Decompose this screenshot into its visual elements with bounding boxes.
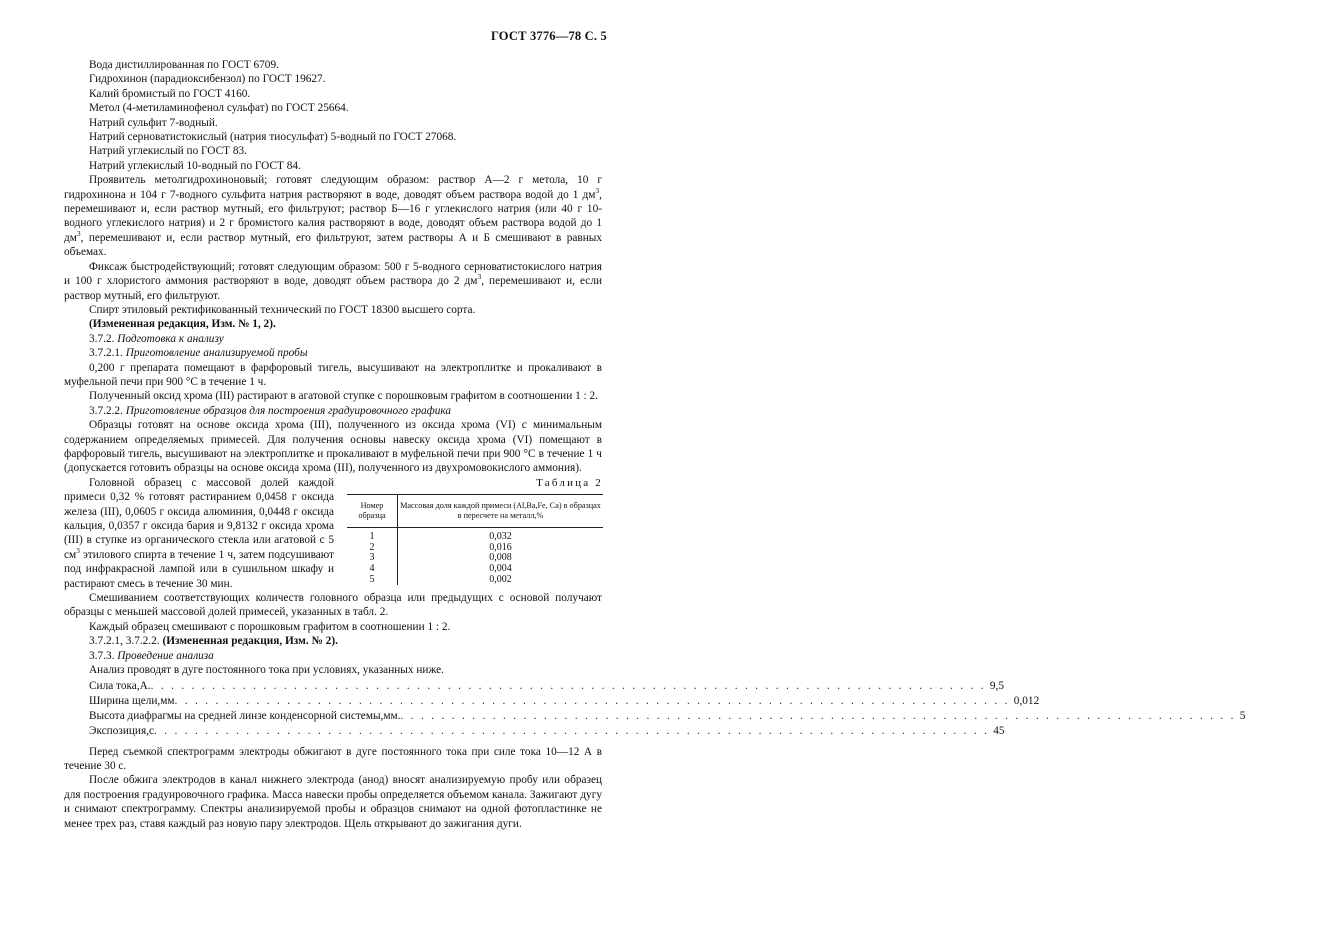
fixer-text-1: Фиксаж быстродействующий; готовят следующим образом: 500 г 5-водного серноватистокислого натрия и 100 г хлористого аммония растворяют в воде, доводят объем раствора до 2 дм bbox=[64, 260, 602, 288]
section-heading: 3.7.2. Подготовка к анализу bbox=[89, 332, 224, 345]
condition-value: 9,5 bbox=[989, 680, 1005, 693]
developer-paragraph bbox=[64, 173, 602, 259]
table-cell: 3 bbox=[347, 553, 398, 564]
condition-label: Ширина щели,мм bbox=[89, 695, 175, 708]
table-cell: 2 bbox=[347, 543, 398, 554]
superscript: 3 bbox=[477, 272, 482, 282]
section-heading: 3.7.2.2. Приготовление образцов для построения градуировочного графика bbox=[89, 404, 452, 417]
reagent-item: Вода дистиллированная по ГОСТ 6709. bbox=[89, 59, 279, 71]
analysis-intro: Анализ проводят в дуге постоянного тока при условиях, указанных ниже. bbox=[89, 664, 444, 677]
table-row bbox=[347, 564, 603, 575]
page-header: ГОСТ 3776—78 С. 5 bbox=[490, 29, 607, 43]
table-2 bbox=[347, 494, 603, 585]
condition-label: Высота диафрагмы на средней линзе конденсорной системы,мм. bbox=[89, 710, 401, 723]
reagent-item: Натрий серноватистокислый (натрия тиосульфат) 5-водный по ГОСТ 27068. bbox=[89, 131, 457, 144]
sample-and-table-block bbox=[64, 476, 602, 591]
section-title: Проведение анализа bbox=[117, 649, 214, 662]
section-heading: 3.7.2.1. Приготовление анализируемой пробы bbox=[89, 347, 308, 360]
condition-value: 5 bbox=[1239, 710, 1246, 723]
fixer-text-2: , перемешивают и, если раствор мутный, его фильтруют. bbox=[64, 275, 602, 302]
reagent-item: Натрий углекислый 10-водный по ГОСТ 84. bbox=[89, 159, 301, 172]
superscript: 3 bbox=[76, 546, 80, 556]
table-cell: 0,008 bbox=[489, 552, 512, 564]
head-sample-column bbox=[64, 476, 334, 591]
revision-note: (Измененная редакция, Изм. № 1, 2). bbox=[89, 318, 276, 331]
superscript: 3 bbox=[595, 185, 600, 195]
table-cell: 0,004 bbox=[489, 562, 512, 574]
leader-dots: . . . . . . . . . . . . . . . . . . . . . . . . . . . . . . . . . . . . . . . . . . . . . . . . . . . . . . . . . . . . . . . . . . . . . . . . . . . . . . . . . . bbox=[174, 695, 1010, 708]
table-2-container bbox=[347, 476, 603, 585]
condition-label: Сила тока,А. bbox=[89, 680, 151, 693]
superscript: 3 bbox=[76, 229, 81, 239]
reagent-item: Натрий углекислый по ГОСТ 83. bbox=[89, 145, 247, 158]
table-row bbox=[347, 543, 603, 554]
fixer-paragraph bbox=[64, 260, 602, 303]
table-cell: 5 bbox=[347, 575, 398, 586]
document-body bbox=[64, 58, 1246, 831]
table-row bbox=[347, 575, 603, 586]
section-title: Приготовление анализируемой пробы bbox=[125, 347, 308, 360]
sample-prep-paragraph: 0,200 г препарата помещают в фарфоровый тигель, высушивают на электроплитке и прокаливают в муфельной печи при 900 °С в течение 1 ч. bbox=[64, 361, 602, 388]
table-cell: 0,016 bbox=[489, 541, 512, 553]
table-row bbox=[347, 553, 603, 564]
table-caption: Таблица 2 bbox=[536, 476, 603, 489]
condition-value: 0,012 bbox=[1013, 695, 1040, 708]
leader-dots: . . . . . . . . . . . . . . . . . . . . . . . . . . . . . . . . . . . . . . . . . . . . . . . . . . . . . . . . . . . . . . . . . . . . . . . . . . . . . . . . . . bbox=[154, 724, 990, 737]
head-sample-paragraph: Головной образец с массовой долей каждой примеси 0,32 % готовят растиранием 0,0458 г оксида железа (III), 0,0605 г оксида алюминия, 0,0448 г оксида кальция, 0,0357 г оксида бария и 9,8132 г оксида хрома (III) в ступке из органического стекла или агатовой с 5 $см^3$ этилового спирта в течение 1 ч, затем подсушивают под инфракрасной лампой или в сушильном шкафу и растирают смесь в течение 30 мин. bbox=[64, 476, 334, 590]
final-paragraph: Перед съемкой спектрограмм электроды обжигают в дуге постоянного тока при силе тока 10—12 А в течение 30 с. bbox=[64, 745, 602, 773]
calibration-paragraph: Образцы готовят на основе оксида хрома (III), полученного из оксида хрома (VI) с минимальным содержанием определяемых примесей. Для получения основы навеску оксида хрома (VI) помещают в фарфоровый тигель, высушивают на электроплитке и прокаливают в муфельной печи при 900 °С в течение 1 ч (допускается готовить образцы на основе оксида хрома (III), полученного из двухромовокислого аммония). bbox=[64, 419, 602, 475]
condition-label: Экспозиция,с bbox=[89, 724, 155, 737]
condition-value: 45 bbox=[993, 724, 1005, 737]
table-cell: 0,032 bbox=[489, 531, 512, 543]
developer-text-3: , перемешивают и, если раствор мутный, его фильтруют, затем растворы А и Б смешивают в равных объемах. bbox=[64, 231, 602, 259]
table-cell: 0,002 bbox=[489, 573, 512, 585]
table-row bbox=[347, 528, 603, 543]
table-header-row bbox=[347, 495, 603, 528]
developer-text-2: , перемешивают и, если раствор мутный, его фильтруют; раствор Б—16 г углекислого натрия (или 40 г 10-водного углекислого натрия) и 2 г бромистого калия растворяют в воде, доводят объем раствора водой до 1 дм bbox=[64, 188, 602, 244]
mixing-paragraph: Смешиванием соответствующих количеств головного образца или предыдущих с основой получают образцы с меньшей массовой долей примесей, указанных в табл. 2. bbox=[64, 592, 602, 619]
conditions-list bbox=[64, 679, 1246, 738]
leader-dots: . . . . . . . . . . . . . . . . . . . . . . . . . . . . . . . . . . . . . . . . . . . . . . . . . . . . . . . . . . . . . . . . . . . . . . . . . . . . . . . . . . bbox=[150, 680, 986, 693]
developer-text-1: Проявитель метолгидрохиноновый; готовят следующим образом: раствор А—2 г метола, 10 г гидрохинона и 104 г 7-водного сульфита натрия растворяют в воде, доводят объем раствора водой до 1 дм bbox=[64, 174, 602, 201]
reagent-item: Калий бромистый по ГОСТ 4160. bbox=[89, 87, 251, 100]
table-cell: 4 bbox=[347, 564, 398, 575]
condition-row bbox=[64, 694, 1040, 709]
table-header-cell: Номер образца bbox=[347, 495, 398, 528]
final-paragraph: После обжига электродов в канал нижнего электрода (анод) вносят анализируемую пробу или образец для построения градуировочного графика. Масса навески пробы определяется объемом канала. Зажигают дугу и снимают спектрограмму. Спектры анализируемой пробы и образцов снимают на одной фотопластинке не менее трех раз, ставя каждый раз новую пару электродов. Щель открывают до зажигания дуги. bbox=[64, 774, 602, 830]
table-header-cell: Массовая доля каждой примеси (Al,Ba,Fe, Ca) в образцах в пересчете на металл,% bbox=[398, 495, 604, 528]
condition-row bbox=[64, 679, 1005, 694]
leader-dots: . . . . . . . . . . . . . . . . . . . . . . . . . . . . . . . . . . . . . . . . . . . . . . . . . . . . . . . . . . . . . . . . . . . . . . . . . . . . . . . . . . bbox=[400, 710, 1236, 723]
mix-graphite-paragraph: Каждый образец смешивают с порошковым графитом в соотношении 1 : 2. bbox=[89, 620, 451, 633]
condition-row bbox=[64, 724, 1005, 739]
section-heading: 3.7.3. Проведение анализа bbox=[89, 649, 214, 662]
sample-prep-paragraph: Полученный оксид хрома (III) растирают в агатовой ступке с порошковым графитом в соотношении 1 : 2. bbox=[89, 390, 598, 403]
revision-note: 3.7.2.1, 3.7.2.2. (Измененная редакция, Изм. № 2). bbox=[89, 635, 338, 648]
reagent-list bbox=[64, 58, 602, 173]
reagent-item: Гидрохинон (парадиоксибензол) по ГОСТ 19627. bbox=[89, 73, 326, 86]
reagent-item: Метол (4-метиламинофенол сульфат) по ГОСТ 25664. bbox=[89, 102, 349, 115]
section-title: Подготовка к анализу bbox=[117, 332, 224, 345]
spirit-paragraph: Спирт этиловый ректификованный технический по ГОСТ 18300 высшего сорта. bbox=[89, 303, 476, 316]
table-cell: 1 bbox=[347, 528, 398, 543]
condition-row bbox=[64, 709, 1246, 724]
section-title: Приготовление образцов для построения градуировочного графика bbox=[125, 404, 452, 417]
reagent-item: Натрий сульфит 7-водный. bbox=[89, 116, 218, 129]
